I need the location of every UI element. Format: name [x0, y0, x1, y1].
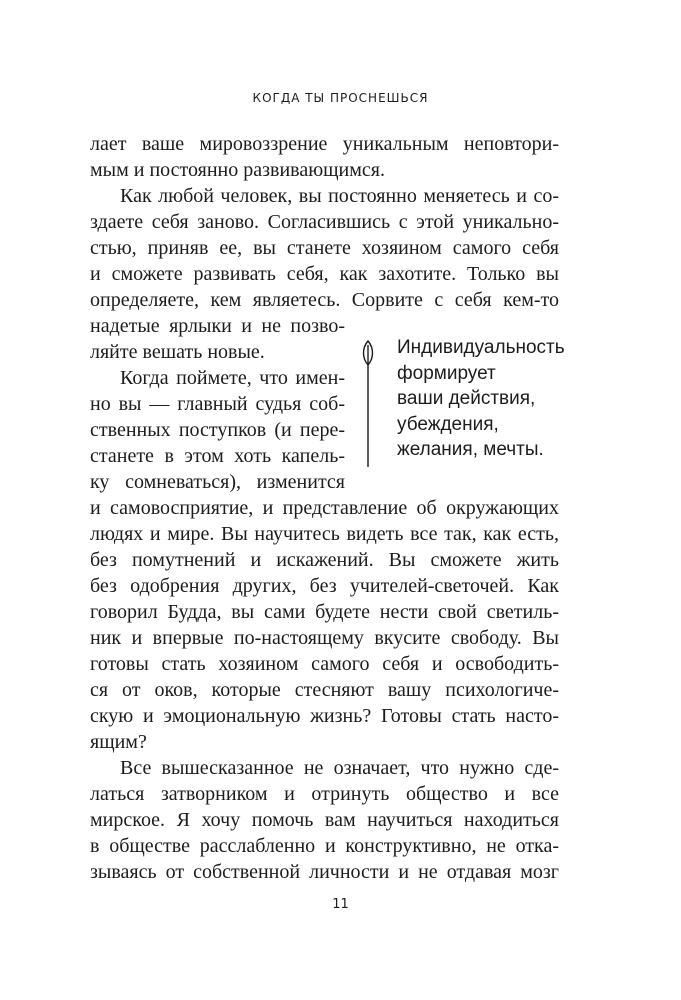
text-line: здаете себя заново. Согласившись с этой уникально- [90, 211, 559, 233]
text-line: ся от оков, которые стесняют вашу психологиче- [90, 679, 559, 701]
pull-quote-line: ваши действия, [397, 388, 536, 409]
pull-quote-line: убеждения, [397, 413, 499, 435]
text-line: мирское. Я хочу помочь вам научиться находиться [90, 809, 559, 831]
text-line: мым и постоянно развивающимся. [90, 159, 385, 181]
text-line: зываясь от собственной личности и не отдавая мозг [90, 861, 559, 883]
text-line: ку сомневаться), изменится [90, 471, 345, 493]
page-number: 11 [332, 897, 349, 912]
text-line: латься затворником и отринуть общество и все [90, 783, 559, 805]
text-line: людях и мире. Вы научитесь видеть все так, как есть, [90, 523, 559, 545]
pull-quote-line: формирует [397, 362, 496, 384]
text-line: в обществе расслабленно и конструктивно, не отка- [90, 835, 559, 857]
text-line: станете в этом хоть капель- [90, 445, 345, 467]
text-line: стью, приняв ее, вы станете хозяином самого себя [90, 237, 559, 259]
text-line: ящим? [90, 731, 147, 753]
text-line: Когда поймете, что имен- [120, 367, 345, 389]
leaf-line-icon [359, 339, 377, 474]
text-line: ляйте вешать новые. [90, 341, 265, 363]
text-line: но вы — главный судья соб- [90, 393, 345, 415]
text-line: ник и впервые по-настоящему вкусите свободу. Вы [90, 627, 559, 649]
text-line: скую и эмоциональную жизнь? Готовы стать насто- [90, 705, 559, 727]
text-line: готовы стать хозяином самого себя и освободить- [90, 653, 559, 675]
text-line: и самовосприятие, и представление об окружающих [90, 497, 559, 519]
pull-quote [359, 335, 579, 475]
text-line: говорил Будда, вы сами будете нести свой светиль- [90, 601, 559, 623]
text-line: без одобрения других, без учителей-светочей. Как [90, 575, 559, 597]
running-title: КОГДА ТЫ ПРОСНЕШЬСЯ [252, 91, 429, 105]
text-line: надетые ярлыки и не позво- [90, 315, 345, 337]
text-line: ственных поступков (и пере- [90, 419, 345, 441]
text-line: определяете, кем являетесь. Сорвите с себя кем-то [90, 289, 559, 311]
pull-quote-line: желания, мечты. [397, 439, 544, 460]
text-line: Все вышесказанное не означает, что нужно сде- [120, 757, 559, 779]
text-line: лает ваше мировоззрение уникальным неповтори- [90, 133, 559, 155]
text-line: Как любой человек, вы постоянно меняетесь и со- [120, 185, 559, 207]
pull-quote-text [397, 335, 597, 463]
text-line: и сможете развивать себя, как захотите. Только вы [90, 263, 559, 285]
pull-quote-line: Индивидуальность [397, 337, 565, 358]
text-line: без помутнений и искажений. Вы сможете жить [90, 549, 559, 571]
